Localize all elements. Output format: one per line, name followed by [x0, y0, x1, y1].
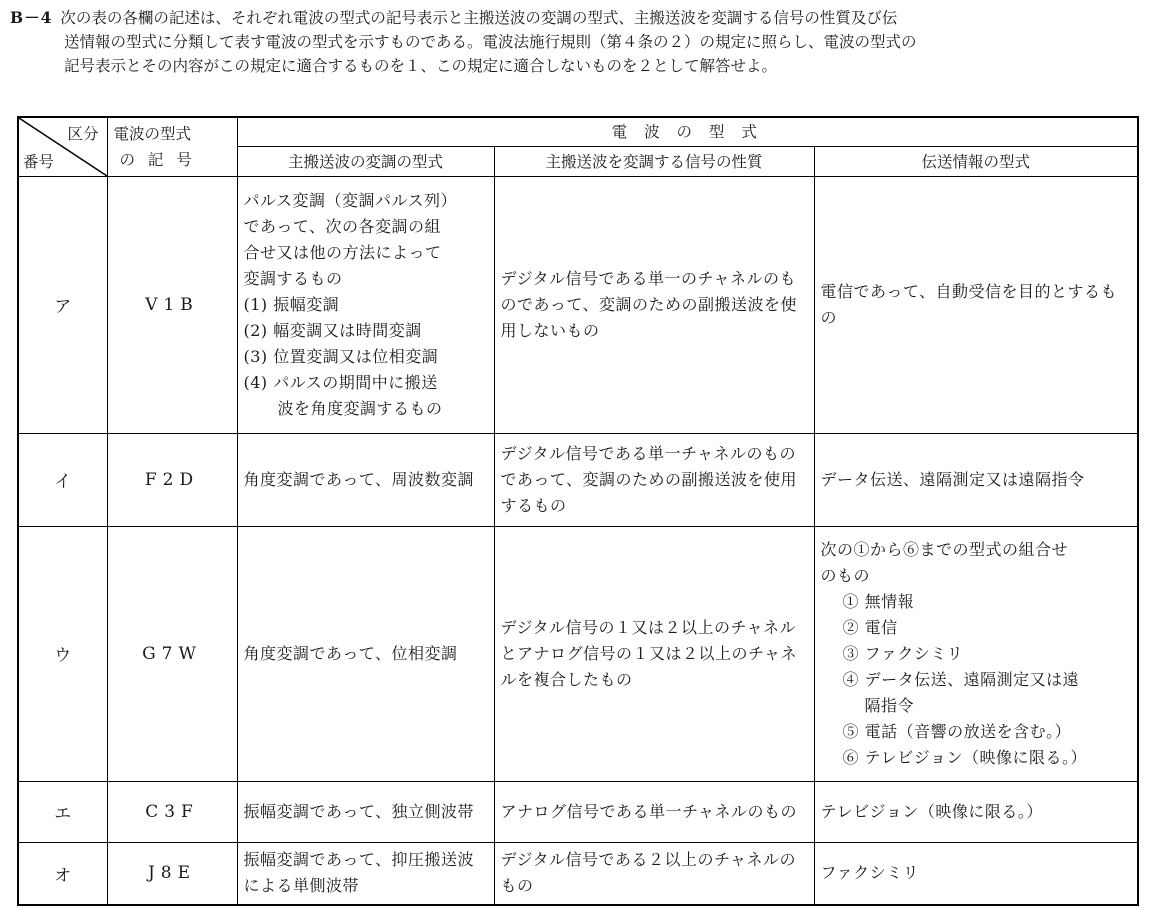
emission-symbol: V1B	[107, 176, 237, 433]
symbol-header-cell	[107, 117, 237, 176]
emission-symbol: G7W	[107, 526, 237, 781]
modulation-cell: 角度変調であって、周波数変調	[237, 433, 494, 526]
info-cell: ファクシミリ	[814, 842, 1138, 905]
modulation-line: パルス変調（変調パルス列）	[243, 190, 458, 210]
question-line-2: 送情報の型式に分類して表す電波の型式を示すものである。電波法施行規則（第４条の２）の規定に照らし、電波の型式の	[64, 33, 917, 51]
info-header: 伝送情報の型式	[814, 147, 1138, 176]
info-intro: 次の①から⑥までの型式の組合せ	[820, 539, 1069, 559]
table-row	[18, 526, 1138, 781]
modulation-item: (4) パルスの期間中に搬送	[243, 372, 438, 392]
corner-header-cell	[18, 117, 107, 176]
table-row	[18, 781, 1138, 842]
modulation-line: であって、次の各変調の組	[243, 216, 442, 236]
signal-cell: アナログ信号である単一チャネルのもの	[494, 781, 814, 842]
question-number: B－4	[10, 8, 53, 27]
info-item: ④ データ伝送、遠隔測定又は遠	[842, 669, 1080, 689]
info-item: ⑤ 電話（音響の放送を含む。）	[842, 721, 1072, 741]
emission-type-table	[17, 116, 1139, 906]
signal-cell: デジタル信号の１又は２以上のチャネルとアナログ信号の１又は２以上のチャネルを複合したもの	[494, 526, 814, 781]
signal-cell: デジタル信号である単一のチャネルのものであって、変調のための副搬送波を使用しないもの	[494, 176, 814, 433]
corner-header-number: 番号	[23, 152, 55, 171]
row-label: ウ	[18, 526, 107, 781]
info-cell: データ伝送、遠隔測定又は遠隔指令	[814, 433, 1138, 526]
modulation-cell: 角度変調であって、位相変調	[237, 526, 494, 781]
modulation-item: (3) 位置変調又は位相変調	[243, 346, 439, 366]
emission-symbol: J8E	[107, 842, 237, 905]
modulation-cell: 振幅変調であって、独立側波帯	[237, 781, 494, 842]
info-item: ③ ファクシミリ	[842, 643, 964, 663]
modulation-item: (2) 幅変調又は時間変調	[243, 320, 422, 340]
symbol-header-line1: 電波の型式	[113, 124, 192, 143]
info-cell	[814, 526, 1138, 781]
symbol-header-line2: の 記 号	[119, 150, 196, 169]
info-item: ⑥ テレビジョン（映像に限る。）	[842, 747, 1087, 767]
emission-symbol: C3F	[107, 781, 237, 842]
question-line-1	[10, 6, 1140, 30]
modulation-line: 変調するもの	[243, 268, 343, 288]
info-cell: テレビジョン（映像に限る。）	[814, 781, 1138, 842]
info-item: ① 無情報	[842, 591, 915, 611]
signal-cell: デジタル信号である２以上のチャネルのもの	[494, 842, 814, 905]
info-intro: のもの	[820, 565, 871, 585]
modulation-cell: 振幅変調であって、抑圧搬送波による単側波帯	[237, 842, 494, 905]
question-text	[10, 6, 1140, 78]
emission-type-group-header: 電 波 の 型 式	[237, 117, 1138, 147]
table-row	[18, 842, 1138, 905]
modulation-item: (1) 振幅変調	[243, 294, 340, 314]
table-row	[18, 176, 1138, 433]
modulation-line: 合せ又は他の方法によって	[243, 242, 442, 262]
modulation-header: 主搬送波の変調の型式	[237, 147, 494, 176]
corner-header-category: 区分	[67, 125, 99, 143]
modulation-cell	[237, 176, 494, 433]
info-item-continued: 隔指令	[864, 695, 915, 715]
row-label: イ	[18, 433, 107, 526]
question-line-1-text: 次の表の各欄の記述は、それぞれ電波の型式の記号表示と主搬送波の変調の型式、主搬送波を変調する信号の性質及び伝	[60, 9, 898, 27]
row-label: エ	[18, 781, 107, 842]
signal-header: 主搬送波を変調する信号の性質	[494, 147, 814, 176]
row-label: オ	[18, 842, 107, 905]
modulation-item-continued: 波を角度変調するもの	[277, 398, 443, 418]
question-line-3: 記号表示とその内容がこの規定に適合するものを１、この規定に適合しないものを２として解答せよ。	[64, 57, 778, 75]
info-cell: 電信であって、自動受信を目的とするもの	[814, 176, 1138, 433]
table-row	[18, 433, 1138, 526]
info-item: ② 電信	[842, 617, 898, 637]
row-label: ア	[18, 176, 107, 433]
emission-symbol: F2D	[107, 433, 237, 526]
signal-cell: デジタル信号である単一チャネルのものであって、変調のための副搬送波を使用するもの	[494, 433, 814, 526]
